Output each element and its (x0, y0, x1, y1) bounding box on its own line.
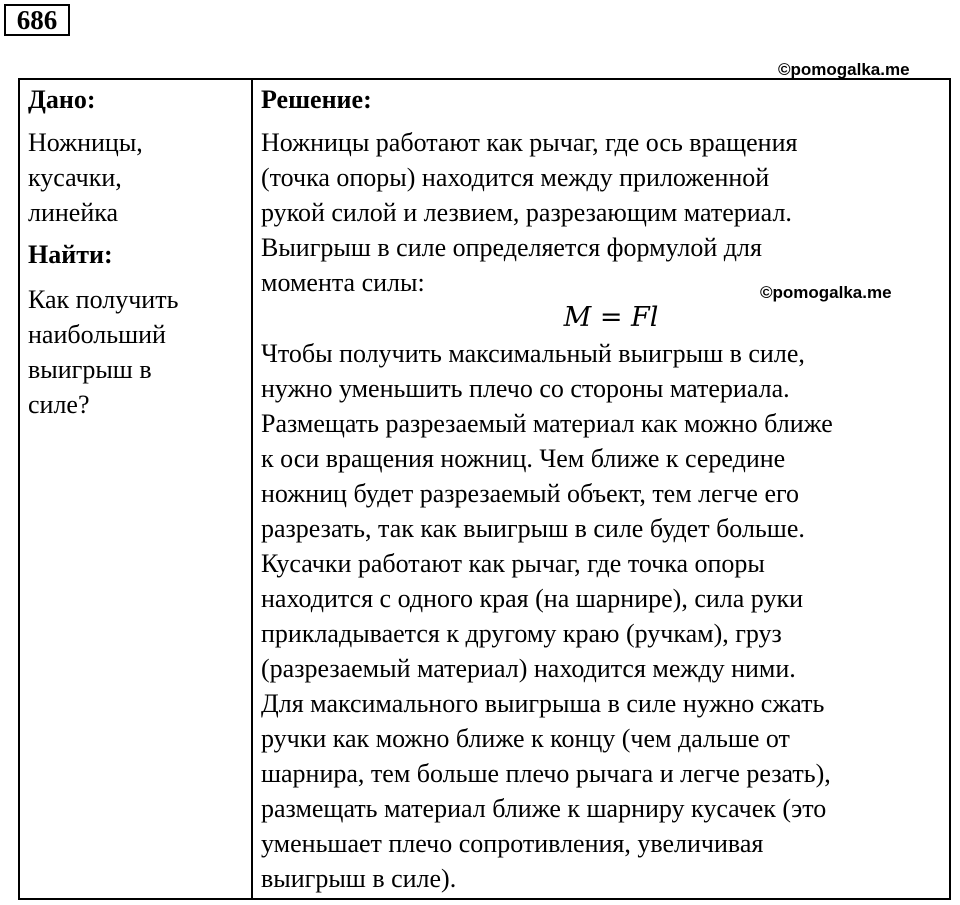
watermark-top: ©pomogalka.me (778, 60, 910, 79)
solution-line: Для максимального выигрыша в силе нужно сжать (261, 689, 825, 718)
find-line: Как получить (28, 285, 179, 314)
solution-line: Кусачки работают как рычаг, где точка опоры (261, 549, 765, 578)
solution-line: Выигрыш в силе определяется формулой для (261, 233, 762, 262)
solution-line: рукой силой и лезвием, разрезающим материал. (261, 198, 792, 227)
solution-line: шарнира, тем больше плечо рычага и легче резать), (261, 759, 831, 788)
given-line: Ножницы, (28, 128, 143, 157)
solution-line: ножниц будет разрезаемый объект, тем легче его (261, 479, 800, 508)
find-line: силе? (28, 390, 90, 419)
solution-line: размещать материал ближе к шарниру кусачек (это (261, 794, 827, 823)
given-column (28, 80, 246, 422)
find-heading: Найти: (28, 240, 113, 269)
solution-line: находится с одного края (на шарнире), сила руки (261, 584, 803, 613)
given-text (28, 125, 246, 230)
solution-line: (разрезаемый материал) находится между ними. (261, 654, 796, 683)
solution-column (261, 80, 951, 896)
solution-line: выигрыш в силе). (261, 864, 457, 893)
solution-line: Размещать разрезаемый материал как можно ближе (261, 409, 833, 438)
solution-intro (261, 125, 951, 300)
solution-line: (точка опоры) находится между приложенной (261, 163, 770, 192)
solution-line: момента силы: (261, 268, 425, 297)
find-line: наибольший (28, 320, 166, 349)
solution-body (261, 336, 951, 896)
given-heading: Дано: (28, 85, 96, 114)
solution-line: к оси вращения ножниц. Чем ближе к середине (261, 444, 786, 473)
torque-formula: M = Fl (563, 302, 659, 333)
given-line: кусачки, (28, 163, 122, 192)
find-line: выигрыш в (28, 355, 152, 384)
solution-line: уменьшает плечо сопротивления, увеличивая (261, 829, 764, 858)
watermark-middle: ©pomogalka.me (760, 283, 892, 302)
solution-line: Ножницы работают как рычаг, где ось вращения (261, 128, 798, 157)
solution-line: Чтобы получить максимальный выигрыш в силе, (261, 339, 805, 368)
solution-table (18, 78, 951, 900)
column-divider (251, 80, 253, 898)
solution-heading: Решение: (261, 85, 372, 114)
solution-line: разрезать, так как выигрыш в силе будет больше. (261, 514, 805, 543)
solution-line: ручки как можно ближе к концу (чем дальше от (261, 724, 790, 753)
problem-number: 686 (4, 4, 70, 36)
given-line: линейка (28, 198, 119, 227)
solution-line: нужно уменьшить плечо со стороны материала. (261, 374, 790, 403)
solution-line: прикладывается к другому краю (ручкам), груз (261, 619, 782, 648)
find-text (28, 282, 246, 422)
